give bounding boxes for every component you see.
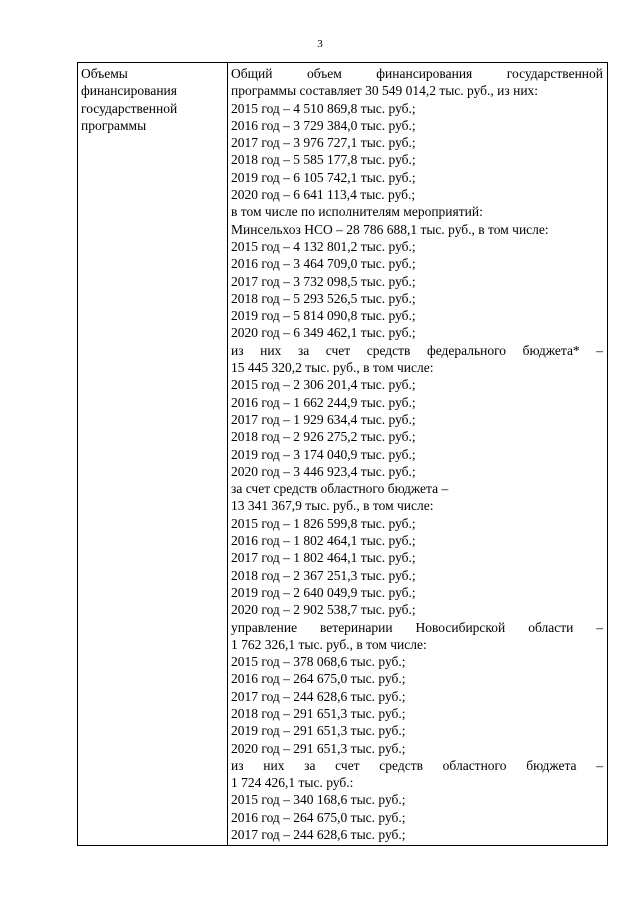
row-label-cell (81, 65, 223, 134)
financing-line: 2019 год – 2 640 049,9 тыс. руб.; (231, 584, 416, 600)
financing-line: 2017 год – 244 628,6 тыс. руб.; (231, 688, 406, 704)
financing-line: 2017 год – 244 628,6 тыс. руб.; (231, 827, 406, 843)
financing-line: 2019 год – 291 651,3 тыс. руб.; (231, 723, 406, 739)
financing-line: 2018 год – 2 926 275,2 тыс. руб.; (231, 429, 416, 445)
row-label-line: финансирования (81, 83, 177, 99)
financing-line: Общий объем финансирования государственной (231, 66, 603, 81)
column-divider (227, 63, 228, 845)
financing-line: 2015 год – 340 168,6 тыс. руб.; (231, 792, 406, 808)
financing-line: 2016 год – 3 464 709,0 тыс. руб.; (231, 256, 416, 272)
financing-line: 2018 год – 5 293 526,5 тыс. руб.; (231, 290, 416, 306)
financing-line: 2018 год – 5 585 177,8 тыс. руб.; (231, 152, 416, 168)
financing-line: из них за счет средств федерального бюджета* – (231, 342, 603, 358)
financing-line: 2020 год – 6 641 113,4 тыс. руб.; (231, 187, 416, 203)
financing-line: Минсельхоз НСО – 28 786 688,1 тыс. руб., в том числе: (231, 221, 549, 237)
financing-line: 2019 год – 3 174 040,9 тыс. руб.; (231, 446, 416, 462)
row-label-line: программы (81, 117, 147, 133)
financing-line: из них за счет средств областного бюджета – (231, 757, 603, 773)
financing-line: в том числе по исполнителям мероприятий: (231, 204, 483, 220)
financing-line: 2015 год – 1 826 599,8 тыс. руб.; (231, 515, 416, 531)
financing-line: 1 762 326,1 тыс. руб., в том числе: (231, 636, 427, 652)
financing-line: 2017 год – 3 732 098,5 тыс. руб.; (231, 273, 416, 289)
financing-line: программы составляет 30 549 014,2 тыс. руб., из них: (231, 83, 539, 99)
financing-line: 2020 год – 291 651,3 тыс. руб.; (231, 740, 406, 756)
financing-line: 2016 год – 264 675,0 тыс. руб.; (231, 809, 406, 825)
financing-table (77, 62, 608, 846)
financing-line: 2017 год – 1 802 464,1 тыс. руб.; (231, 550, 416, 566)
financing-line: 2015 год – 4 132 801,2 тыс. руб.; (231, 238, 416, 254)
financing-line: 2016 год – 3 729 384,0 тыс. руб.; (231, 117, 416, 133)
financing-line: управление ветеринарии Новосибирской области – (231, 619, 603, 635)
financing-line: 2015 год – 4 510 869,8 тыс. руб.; (231, 100, 416, 116)
financing-line: 2016 год – 1 802 464,1 тыс. руб.; (231, 533, 416, 549)
financing-line: 2017 год – 3 976 727,1 тыс. руб.; (231, 135, 416, 151)
financing-line: 2020 год – 6 349 462,1 тыс. руб.; (231, 325, 416, 341)
financing-line: 2020 год – 3 446 923,4 тыс. руб.; (231, 463, 416, 479)
financing-line: 13 341 367,9 тыс. руб., в том числе: (231, 498, 434, 514)
financing-line: 15 445 320,2 тыс. руб., в том числе: (231, 360, 434, 376)
financing-line: 2015 год – 378 068,6 тыс. руб.; (231, 654, 406, 670)
financing-line: 2019 год – 5 814 090,8 тыс. руб.; (231, 308, 416, 324)
financing-line: 2015 год – 2 306 201,4 тыс. руб.; (231, 377, 416, 393)
financing-line: 2018 год – 2 367 251,3 тыс. руб.; (231, 567, 416, 583)
financing-details-cell (231, 65, 603, 843)
financing-line: за счет средств областного бюджета – (231, 481, 449, 497)
financing-line: 1 724 426,1 тыс. руб.: (231, 775, 354, 791)
financing-line: 2019 год – 6 105 742,1 тыс. руб.; (231, 169, 416, 185)
financing-line: 2017 год – 1 929 634,4 тыс. руб.; (231, 411, 416, 427)
financing-line: 2016 год – 1 662 244,9 тыс. руб.; (231, 394, 416, 410)
financing-line: 2018 год – 291 651,3 тыс. руб.; (231, 705, 406, 721)
financing-line: 2020 год – 2 902 538,7 тыс. руб.; (231, 602, 416, 618)
page-number: 3 (317, 38, 323, 50)
row-label-line: государственной (81, 100, 178, 116)
financing-line: 2016 год – 264 675,0 тыс. руб.; (231, 671, 406, 687)
row-label-line: Объемы (81, 66, 128, 81)
